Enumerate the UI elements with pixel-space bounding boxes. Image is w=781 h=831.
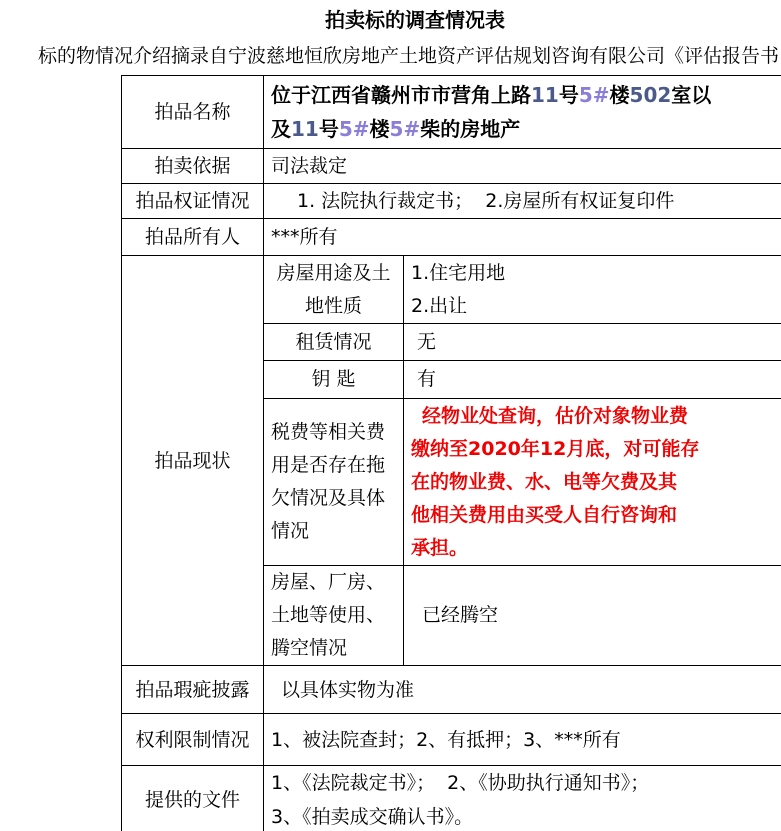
item-name-text: 室以	[671, 83, 712, 107]
subrow-label-line: 房屋用途及土	[276, 261, 391, 284]
item-name-highlight: 11	[531, 83, 559, 107]
subrow-label-line: 腾空情况	[271, 637, 348, 659]
fees-notice-line: 在的物业费、水、电等欠费及其	[411, 470, 678, 493]
row-label-auction-basis: 拍卖依据	[122, 149, 264, 183]
subrow-value-lease: 无	[417, 330, 437, 353]
subrow-value-fees-arrears	[404, 399, 781, 565]
item-name-line	[271, 112, 711, 146]
row-label-owner: 拍品所有人	[122, 219, 264, 255]
row-value-documents	[264, 766, 781, 831]
item-name-highlight: 11	[291, 117, 319, 141]
row-label-documents: 提供的文件	[122, 766, 264, 831]
subrow-value-line: 2.出让	[411, 294, 468, 317]
table-row-restrictions	[122, 714, 781, 766]
item-name-highlight: 502	[629, 83, 672, 107]
table-row-documents	[122, 766, 781, 831]
item-name-value	[271, 78, 711, 146]
table-row-auction-basis	[122, 149, 781, 184]
subrow-label-line: 土地等使用、	[271, 604, 386, 626]
survey-table	[121, 75, 781, 831]
subrow-label-line: 税费等相关费	[271, 421, 386, 443]
subrow-label-line: 房屋、厂房、	[271, 571, 386, 593]
item-name-highlight: 5#	[338, 117, 370, 141]
subrow-label-line: 地性质	[304, 294, 362, 317]
row-value-defects: 以具体实物为准	[281, 678, 415, 701]
item-name-text: 位于江西省赣州市市营角上路	[271, 83, 531, 107]
item-name-text: 及	[271, 117, 291, 141]
item-name-text: 楼	[369, 117, 390, 141]
subrow-value-keys: 有	[417, 368, 437, 390]
fees-notice-line: 缴纳至2020年12月底，对可能存	[411, 437, 700, 460]
subrow-label-land-usage	[264, 256, 404, 323]
fees-notice-line: 他相关费用由买受人自行咨询和	[411, 503, 678, 526]
document-line: 1、《法院裁定书》； 2、《协助执行通知书》；	[271, 772, 650, 794]
item-name-highlight: 5#	[389, 117, 421, 141]
subrow-value-line: 1.住宅用地	[411, 261, 506, 284]
subrow-label-vacancy	[264, 566, 404, 665]
item-name-text: 号	[318, 117, 339, 141]
row-value-restrictions: 1、被法院查封；2、有抵押；3、***所有	[271, 728, 621, 751]
page-title: 拍卖标的调查情况表	[325, 8, 505, 32]
subrow-label-fees-arrears	[264, 399, 404, 565]
source-note: 标的物情况介绍摘录自宁波慈地恒欣房地产土地资产评估规划咨询有限公司《评估报告书	[38, 45, 780, 67]
fees-notice-line: 承担。	[411, 536, 469, 559]
subrow-label-line: 用是否存在拖	[271, 454, 386, 476]
row-value-owner: ***所有	[271, 226, 338, 248]
row-value-certificates: 1. 法院执行裁定书； 2.房屋所有权证复印件	[297, 190, 675, 212]
subrow-value-vacancy: 已经腾空	[422, 604, 499, 626]
table-row-item-name	[122, 76, 781, 149]
table-row-item-status	[122, 256, 781, 666]
item-name-text: 柴的房地产	[420, 117, 521, 141]
row-label-certificates: 拍品权证情况	[122, 184, 264, 218]
subrow-keys	[264, 361, 781, 399]
item-name-line	[271, 78, 711, 112]
fees-notice-line: 经物业处查询，估价对象物业费	[422, 404, 689, 427]
item-name-text: 号	[558, 83, 579, 107]
status-subtable	[264, 256, 781, 665]
subrow-lease	[264, 324, 781, 361]
table-row-defects	[122, 666, 781, 714]
item-name-highlight: 5#	[578, 83, 610, 107]
subrow-label-line: 情况	[271, 520, 310, 542]
subrow-label-lease: 租赁情况	[264, 324, 404, 360]
row-label-item-name: 拍品名称	[122, 76, 264, 148]
row-label-restrictions: 权利限制情况	[122, 714, 264, 765]
subrow-land-usage	[264, 256, 781, 324]
table-row-owner	[122, 219, 781, 256]
subrow-value-land-usage	[404, 256, 781, 323]
row-label-item-status: 拍品现状	[122, 256, 264, 665]
subrow-label-keys: 钥 匙	[264, 361, 404, 398]
item-name-text: 楼	[609, 83, 630, 107]
documents-list	[271, 766, 649, 831]
table-row-certificates	[122, 184, 781, 219]
document-line: 3、《拍卖成交确认书》。	[271, 806, 474, 828]
subrow-fees-arrears	[264, 399, 781, 566]
subrow-vacancy	[264, 566, 781, 665]
row-value-item-name	[264, 76, 781, 148]
subrow-label-line: 欠情况及具体	[271, 487, 386, 509]
row-label-defects: 拍品瑕疵披露	[122, 666, 264, 713]
row-value-auction-basis: 司法裁定	[271, 155, 348, 177]
